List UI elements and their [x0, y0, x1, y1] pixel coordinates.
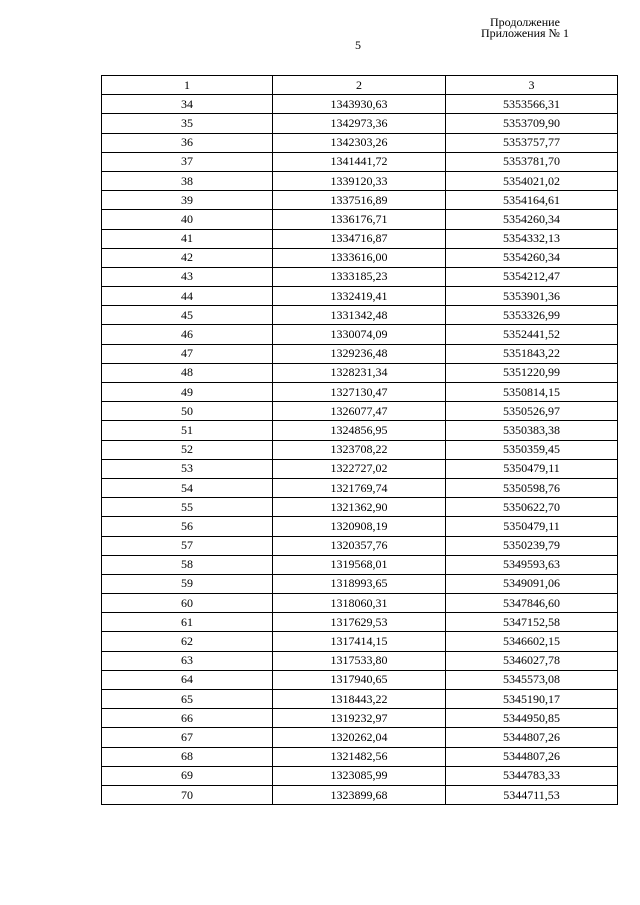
x-coordinate-cell: 1341441,72: [273, 152, 446, 171]
x-coordinate-cell: 1322727,02: [273, 459, 446, 478]
x-coordinate-cell: 1336176,71: [273, 210, 446, 229]
table-row: [102, 536, 618, 555]
y-coordinate-cell: 5344950,85: [446, 709, 618, 728]
column-header: 2: [273, 76, 446, 95]
point-number-cell: 63: [102, 651, 273, 670]
x-coordinate-cell: 1343930,63: [273, 95, 446, 114]
y-coordinate-cell: 5352441,52: [446, 325, 618, 344]
y-coordinate-cell: 5350622,70: [446, 498, 618, 517]
table-row: [102, 133, 618, 152]
y-coordinate-cell: 5354260,34: [446, 248, 618, 267]
table-row: [102, 402, 618, 421]
point-number-cell: 55: [102, 498, 273, 517]
point-number-cell: 48: [102, 363, 273, 382]
y-coordinate-cell: 5354212,47: [446, 267, 618, 286]
point-number-cell: 51: [102, 421, 273, 440]
point-number-cell: 49: [102, 383, 273, 402]
x-coordinate-cell: 1324856,95: [273, 421, 446, 440]
point-number-cell: 52: [102, 440, 273, 459]
x-coordinate-cell: 1318993,65: [273, 574, 446, 593]
x-coordinate-cell: 1334716,87: [273, 229, 446, 248]
y-coordinate-cell: 5345573,08: [446, 670, 618, 689]
x-coordinate-cell: 1319568,01: [273, 555, 446, 574]
point-number-cell: 58: [102, 555, 273, 574]
y-coordinate-cell: 5353566,31: [446, 95, 618, 114]
point-number-cell: 47: [102, 344, 273, 363]
x-coordinate-cell: 1337516,89: [273, 191, 446, 210]
x-coordinate-cell: 1321362,90: [273, 498, 446, 517]
point-number-cell: 46: [102, 325, 273, 344]
x-coordinate-cell: 1319232,97: [273, 709, 446, 728]
table-row: [102, 152, 618, 171]
table-row: [102, 95, 618, 114]
table-row: [102, 574, 618, 593]
point-number-cell: 41: [102, 229, 273, 248]
x-coordinate-cell: 1333185,23: [273, 267, 446, 286]
y-coordinate-cell: 5354021,02: [446, 171, 618, 190]
table-header-row: [102, 76, 618, 95]
point-number-cell: 59: [102, 574, 273, 593]
table-row: [102, 594, 618, 613]
x-coordinate-cell: 1326077,47: [273, 402, 446, 421]
x-coordinate-cell: 1323085,99: [273, 766, 446, 785]
table-row: [102, 306, 618, 325]
table-row: [102, 498, 618, 517]
x-coordinate-cell: 1323708,22: [273, 440, 446, 459]
y-coordinate-cell: 5350239,79: [446, 536, 618, 555]
point-number-cell: 64: [102, 670, 273, 689]
y-coordinate-cell: 5344783,33: [446, 766, 618, 785]
x-coordinate-cell: 1320908,19: [273, 517, 446, 536]
x-coordinate-cell: 1342973,36: [273, 114, 446, 133]
table-row: [102, 478, 618, 497]
table-row: [102, 344, 618, 363]
point-number-cell: 34: [102, 95, 273, 114]
y-coordinate-cell: 5344711,53: [446, 785, 618, 804]
x-coordinate-cell: 1317629,53: [273, 613, 446, 632]
table-row: [102, 670, 618, 689]
table-row: [102, 267, 618, 286]
table-row: [102, 248, 618, 267]
table-row: [102, 613, 618, 632]
y-coordinate-cell: 5346027,78: [446, 651, 618, 670]
x-coordinate-cell: 1323899,68: [273, 785, 446, 804]
table-row: [102, 210, 618, 229]
x-coordinate-cell: 1320262,04: [273, 728, 446, 747]
point-number-cell: 35: [102, 114, 273, 133]
point-number-cell: 43: [102, 267, 273, 286]
table-row: [102, 440, 618, 459]
table-row: [102, 171, 618, 190]
appendix-label: Приложения № 1: [480, 26, 569, 40]
table-row: [102, 114, 618, 133]
y-coordinate-cell: 5350383,38: [446, 421, 618, 440]
y-coordinate-cell: 5350526,97: [446, 402, 618, 421]
x-coordinate-cell: 1339120,33: [273, 171, 446, 190]
point-number-cell: 54: [102, 478, 273, 497]
x-coordinate-cell: 1333616,00: [273, 248, 446, 267]
table-row: [102, 363, 618, 382]
x-coordinate-cell: 1317533,80: [273, 651, 446, 670]
point-number-cell: 39: [102, 191, 273, 210]
point-number-cell: 66: [102, 709, 273, 728]
x-coordinate-cell: 1331342,48: [273, 306, 446, 325]
point-number-cell: 69: [102, 766, 273, 785]
table-row: [102, 287, 618, 306]
x-coordinate-cell: 1317414,15: [273, 632, 446, 651]
y-coordinate-cell: 5346602,15: [446, 632, 618, 651]
column-header: 1: [102, 76, 273, 95]
table-row: [102, 383, 618, 402]
table-row: [102, 229, 618, 248]
point-number-cell: 61: [102, 613, 273, 632]
y-coordinate-cell: 5347152,58: [446, 613, 618, 632]
table-row: [102, 709, 618, 728]
x-coordinate-cell: 1328231,34: [273, 363, 446, 382]
point-number-cell: 68: [102, 747, 273, 766]
point-number-cell: 45: [102, 306, 273, 325]
point-number-cell: 67: [102, 728, 273, 747]
point-number-cell: 70: [102, 785, 273, 804]
point-number-cell: 37: [102, 152, 273, 171]
point-number-cell: 44: [102, 287, 273, 306]
point-number-cell: 56: [102, 517, 273, 536]
point-number-cell: 53: [102, 459, 273, 478]
y-coordinate-cell: 5344807,26: [446, 728, 618, 747]
page-number: 5: [355, 38, 361, 52]
x-coordinate-cell: 1332419,41: [273, 287, 446, 306]
x-coordinate-cell: 1342303,26: [273, 133, 446, 152]
y-coordinate-cell: 5353781,70: [446, 152, 618, 171]
x-coordinate-cell: 1318060,31: [273, 594, 446, 613]
table-row: [102, 421, 618, 440]
y-coordinate-cell: 5354260,34: [446, 210, 618, 229]
table-row: [102, 747, 618, 766]
y-coordinate-cell: 5350814,15: [446, 383, 618, 402]
table-row: [102, 555, 618, 574]
table-row: [102, 325, 618, 344]
y-coordinate-cell: 5350598,76: [446, 478, 618, 497]
y-coordinate-cell: 5351220,99: [446, 363, 618, 382]
point-number-cell: 62: [102, 632, 273, 651]
table-row: [102, 766, 618, 785]
point-number-cell: 42: [102, 248, 273, 267]
x-coordinate-cell: 1329236,48: [273, 344, 446, 363]
table-row: [102, 517, 618, 536]
y-coordinate-cell: 5353709,90: [446, 114, 618, 133]
y-coordinate-cell: 5350359,45: [446, 440, 618, 459]
point-number-cell: 40: [102, 210, 273, 229]
x-coordinate-cell: 1318443,22: [273, 690, 446, 709]
table-row: [102, 191, 618, 210]
table-row: [102, 459, 618, 478]
y-coordinate-cell: 5349091,06: [446, 574, 618, 593]
y-coordinate-cell: 5354332,13: [446, 229, 618, 248]
continuation-label: Продолжение: [490, 15, 560, 29]
table-row: [102, 690, 618, 709]
table-row: [102, 728, 618, 747]
y-coordinate-cell: 5349593,63: [446, 555, 618, 574]
x-coordinate-cell: 1330074,09: [273, 325, 446, 344]
point-number-cell: 60: [102, 594, 273, 613]
point-number-cell: 57: [102, 536, 273, 555]
point-number-cell: 50: [102, 402, 273, 421]
y-coordinate-cell: 5345190,17: [446, 690, 618, 709]
table-body: [102, 95, 618, 805]
y-coordinate-cell: 5353901,36: [446, 287, 618, 306]
x-coordinate-cell: 1321769,74: [273, 478, 446, 497]
appendix-continuation-note: [481, 17, 569, 39]
table-row: [102, 651, 618, 670]
x-coordinate-cell: 1317940,65: [273, 670, 446, 689]
y-coordinate-cell: 5350479,11: [446, 517, 618, 536]
x-coordinate-cell: 1321482,56: [273, 747, 446, 766]
table-row: [102, 632, 618, 651]
y-coordinate-cell: 5344807,26: [446, 747, 618, 766]
y-coordinate-cell: 5347846,60: [446, 594, 618, 613]
column-header: 3: [446, 76, 618, 95]
x-coordinate-cell: 1320357,76: [273, 536, 446, 555]
coordinates-table: [101, 75, 618, 805]
y-coordinate-cell: 5353757,77: [446, 133, 618, 152]
y-coordinate-cell: 5351843,22: [446, 344, 618, 363]
table-row: [102, 785, 618, 804]
point-number-cell: 36: [102, 133, 273, 152]
point-number-cell: 65: [102, 690, 273, 709]
y-coordinate-cell: 5354164,61: [446, 191, 618, 210]
y-coordinate-cell: 5353326,99: [446, 306, 618, 325]
x-coordinate-cell: 1327130,47: [273, 383, 446, 402]
y-coordinate-cell: 5350479,11: [446, 459, 618, 478]
point-number-cell: 38: [102, 171, 273, 190]
